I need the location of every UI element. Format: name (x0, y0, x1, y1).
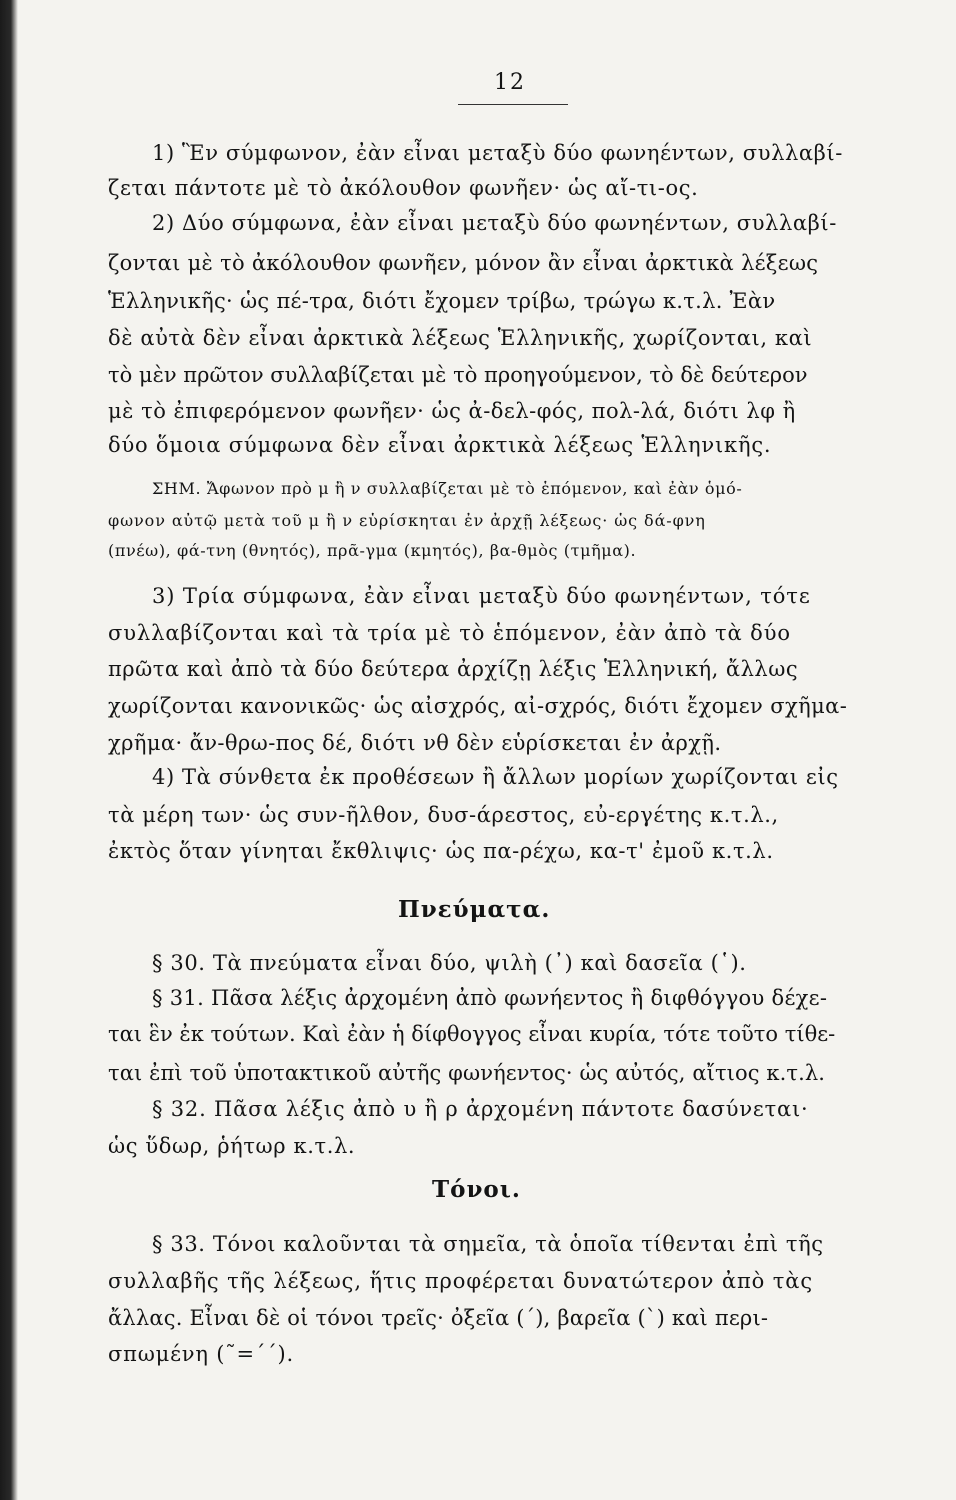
page-number-rule (458, 104, 568, 105)
text-line: 2) Δύο σύμφωνα, ἐὰν εἶναι μεταξὺ δύο φωνηέντων, συλλαβί- (152, 211, 837, 235)
text-line: ται ἐπὶ τοῦ ὑποτακτικοῦ αὐτῆς φωνήεντος· ὡς αὐτός, αἴτιος κ.τ.λ. (108, 1061, 826, 1085)
text-line: ζονται μὲ τὸ ἀκόλουθον φωνῆεν, μόνον ἂν εἶναι ἀρκτικὰ λέξεως (108, 251, 819, 275)
text-line: 3) Τρία σύμφωνα, ἐὰν εἶναι μεταξὺ δύο φωνηέντων, τότε (152, 584, 811, 608)
text-line: 4) Τὰ σύνθετα ἐκ προθέσεων ἢ ἄλλων μορίων χωρίζονται εἰς (152, 765, 839, 789)
section-heading-accents: Τόνοι. (432, 1176, 521, 1203)
text-line: χωρίζονται κανονικῶς· ὡς αἰσχρός, αἰ-σχρός, διότι ἔχομεν σχῆμα- (108, 694, 848, 718)
text-line: σπωμένη (῀=΄΄). (108, 1342, 294, 1366)
text-line: § 32. Πᾶσα λέξις ἀπὸ υ ἢ ρ ἀρχομένη πάντοτε δασύνεται· (152, 1097, 809, 1121)
section-heading-breathings: Πνεύματα. (398, 896, 551, 923)
text-line: πρῶτα καὶ ἀπὸ τὰ δύο δεύτερα ἀρχίζῃ λέξις Ἑλληνική, ἄλλως (108, 657, 799, 681)
text-line: δὲ αὐτὰ δὲν εἶναι ἀρκτικὰ λέξεως Ἑλληνικῆς, χωρίζονται, καὶ (108, 326, 813, 350)
text-line: § 30. Τὰ πνεύματα εἶναι δύο, ψιλὴ (᾿) καὶ δασεῖα (῾). (152, 951, 747, 975)
text-line: τὰ μέρη των· ὡς συν-ῆλθον, δυσ-άρεστος, εὐ-εργέτης κ.τ.λ., (108, 803, 779, 827)
note-line: ΣΗΜ. Ἄφωνον πρὸ μ ἢ ν συλλαβίζεται μὲ τὸ ἑπόμενον, καὶ ἐὰν ὁμό- (152, 479, 743, 498)
text-line: χρῆμα· ἄν-θρω-πος δέ, διότι νθ δὲν εὑρίσκεται ἐν ἀρχῇ. (108, 731, 722, 755)
text-line: τὸ μὲν πρῶτον συλλαβίζεται μὲ τὸ προηγούμενον, τὸ δὲ δεύτερον (108, 363, 808, 387)
text-line: μὲ τὸ ἐπιφερόμενον φωνῆεν· ὡς ἀ-δελ-φός, πολ-λά, διότι λφ ἢ (108, 399, 796, 423)
text-line: § 31. Πᾶσα λέξις ἀρχομένη ἀπὸ φωνήεντος ἢ διφθόγγου δέχε- (152, 986, 828, 1010)
note-line: φωνον αὐτῷ μετὰ τοῦ μ ἢ ν εὑρίσκηται ἐν ἀρχῇ λέξεως· ὡς δά-φνη (108, 511, 706, 530)
note-line: (πνέω), φά-τνη (θνητός), πρᾶ-γμα (κμητός), βα-θμὸς (τμῆμα). (108, 541, 637, 560)
text-line: ἄλλας. Εἶναι δὲ οἱ τόνοι τρεῖς· ὀξεῖα (΄), βαρεῖα (`) καὶ περι- (108, 1306, 769, 1330)
text-line: Ἑλληνικῆς· ὡς πέ-τρα, διότι ἔχομεν τρίβω, τρώγω κ.τ.λ. Ἐὰν (108, 289, 776, 313)
text-line: 1) Ἓν σύμφωνον, ἐὰν εἶναι μεταξὺ δύο φωνηέντων, συλλαβί- (152, 141, 843, 165)
text-line: ζεται πάντοτε μὲ τὸ ἀκόλουθον φωνῆεν· ὡς αἴ-τι-ος. (108, 176, 699, 200)
text-line: ὡς ὕδωρ, ῥήτωρ κ.τ.λ. (108, 1134, 356, 1158)
scan-edge (0, 0, 18, 1500)
text-line: § 33. Τόνοι καλοῦνται τὰ σημεῖα, τὰ ὁποῖα τίθενται ἐπὶ τῆς (152, 1232, 824, 1256)
page-number: 12 (494, 70, 526, 95)
text-line: δύο ὅμοια σύμφωνα δὲν εἶναι ἀρκτικὰ λέξεως Ἑλληνικῆς. (108, 433, 772, 457)
text-line: ται ἓν ἐκ τούτων. Καὶ ἐὰν ἡ δίφθογγος εἶναι κυρία, τότε τοῦτο τίθε- (108, 1022, 836, 1046)
text-line: συλλαβῆς τῆς λέξεως, ἥτις προφέρεται δυνατώτερον ἀπὸ τὰς (108, 1269, 814, 1293)
text-line: συλλαβίζονται καὶ τὰ τρία μὲ τὸ ἑπόμενον, ἐὰν ἀπὸ τὰ δύο (108, 621, 791, 645)
text-line: ἐκτὸς ὅταν γίνηται ἔκθλιψις· ὡς πα-ρέχω, κα-τ' ἐμοῦ κ.τ.λ. (108, 839, 774, 863)
